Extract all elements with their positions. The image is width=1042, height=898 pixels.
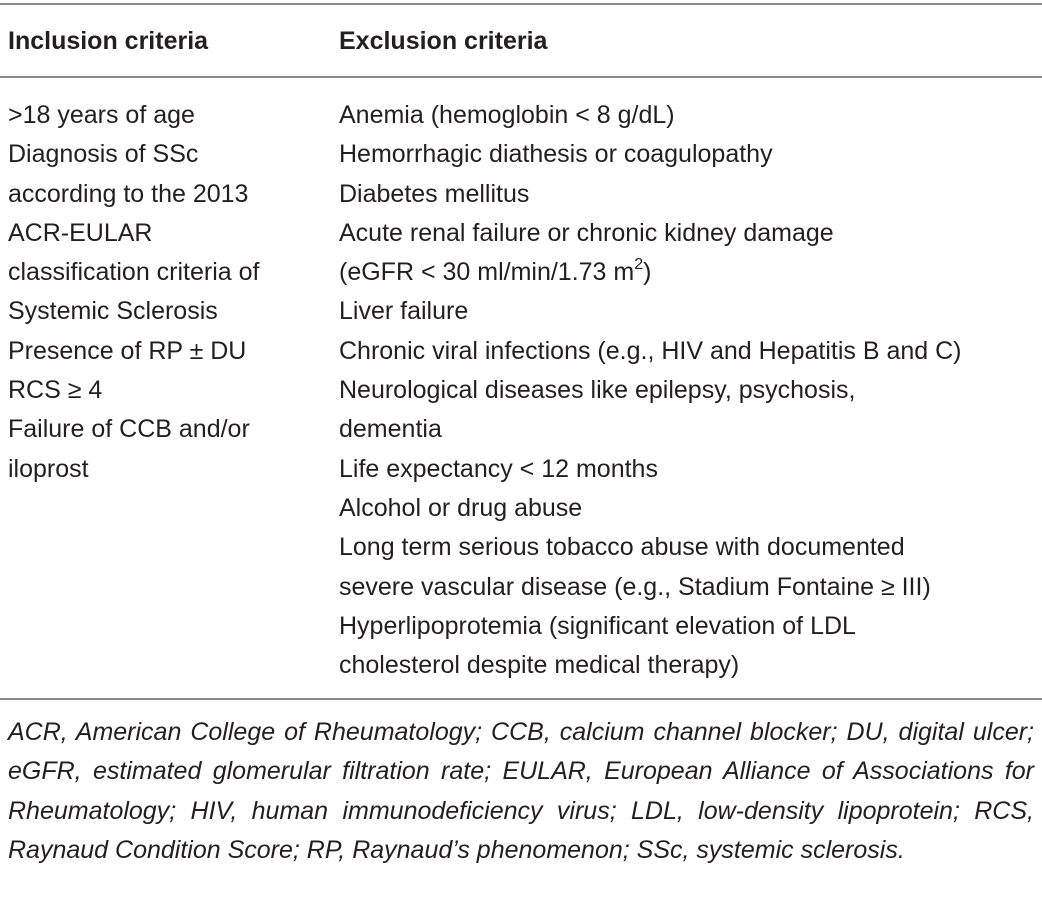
inclusion-criteria-column [8, 96, 328, 489]
exclusion-line: Anemia (hemoglobin < 8 g/dL) [339, 101, 675, 129]
inclusion-line: iloprost [8, 454, 89, 483]
exclusion-line: cholesterol despite medical therapy) [339, 651, 740, 680]
inclusion-line: RCS ≥ 4 [8, 376, 103, 405]
inclusion-line: Presence of RP ± DU [8, 336, 247, 365]
exclusion-line: severe vascular disease (e.g., Stadium Fontaine ≥ III) [339, 572, 931, 601]
inclusion-line: ACR-EULAR [8, 218, 153, 247]
exclusion-criteria-column [339, 96, 1039, 685]
exclusion-line: Liver failure [339, 297, 469, 326]
header-inclusion-criteria: Inclusion criteria [8, 27, 209, 55]
egfr-superscript: 2 [634, 256, 644, 274]
inclusion-line: classification criteria of [8, 258, 260, 287]
inclusion-line: Diagnosis of SSc [8, 140, 199, 169]
table-header-rule [0, 76, 1042, 78]
exclusion-line: Chronic viral infections (e.g., HIV and Hepatitis B and C) [339, 336, 962, 365]
egfr-text: (eGFR < 30 ml/min/1.73 m [339, 258, 635, 287]
header-exclusion-criteria: Exclusion criteria [339, 27, 548, 55]
inclusion-line: Systemic Sclerosis [8, 297, 218, 326]
exclusion-line: Hemorrhagic diathesis or coagulopathy [339, 140, 773, 169]
inclusion-line: according to the 2013 [8, 179, 249, 208]
exclusion-line: Hyperlipoprotemia (significant elevation of LDL [339, 611, 856, 640]
egfr-close-paren: ) [643, 258, 652, 287]
exclusion-line: Alcohol or drug abuse [339, 493, 583, 522]
exclusion-line: Diabetes mellitus [339, 179, 530, 208]
table-bottom-rule [0, 698, 1042, 700]
table-top-rule [0, 3, 1042, 5]
exclusion-line: Long term serious tobacco abuse with documented [339, 533, 905, 562]
exclusion-line: Life expectancy < 12 months [339, 454, 658, 483]
exclusion-line: Neurological diseases like epilepsy, psychosis, [339, 376, 856, 405]
exclusion-line: dementia [339, 415, 442, 444]
table-footnote: ACR, American College of Rheumatology; CCB, calcium channel blocker; DU, digital ulcer; eGFR, estimated glomerular filtration rate; EULAR, European Alliance of Associations for Rheumatology; HIV, human immunodeficiency virus; LDL, low-density lipoprotein; RCS, Raynaud Condition Score; RP, Raynaud’s phenomenon; SSc, systemic sclerosis. [8, 718, 1034, 864]
inclusion-line: >18 years of age [8, 101, 195, 129]
exclusion-line-egfr [339, 253, 1039, 292]
inclusion-line: Failure of CCB and/or [8, 415, 250, 444]
exclusion-line: Acute renal failure or chronic kidney damage [339, 218, 834, 247]
